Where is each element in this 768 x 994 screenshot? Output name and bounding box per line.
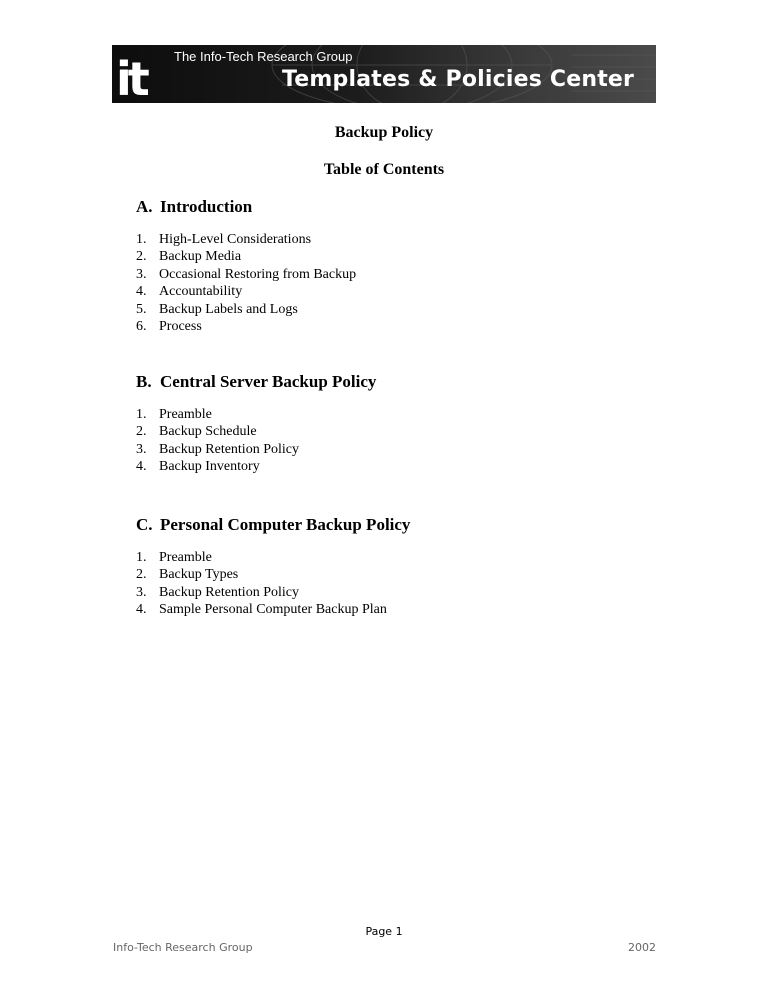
toc-item-number: 3. xyxy=(136,441,147,457)
logo-text: it xyxy=(116,52,146,103)
toc-item-number: 1. xyxy=(136,407,147,422)
section-central-server-backup xyxy=(136,371,676,476)
toc-item xyxy=(136,601,676,618)
toc-item xyxy=(136,549,676,566)
toc-item-label: Accountability xyxy=(159,284,243,300)
document-title: Backup Policy xyxy=(334,124,434,141)
toc-item-number: 2. xyxy=(136,567,147,583)
toc-item xyxy=(136,566,676,583)
toc-list xyxy=(136,231,676,335)
toc-item-number: 4. xyxy=(136,602,147,618)
section-personal-computer-backup xyxy=(136,514,676,619)
toc-title: Table of Contents xyxy=(323,161,445,178)
toc-item-label: Preamble xyxy=(159,407,212,422)
section-heading xyxy=(136,514,676,536)
toc-item-label: Backup Schedule xyxy=(159,424,257,440)
banner-center-name: Templates & Policies Center xyxy=(282,67,635,92)
toc-item-label: Backup Media xyxy=(159,249,242,265)
toc-item-label: Occasional Restoring from Backup xyxy=(159,266,357,282)
toc-item-number: 5. xyxy=(136,301,147,317)
header-banner xyxy=(112,45,656,103)
section-heading xyxy=(136,371,676,393)
toc-item-label: Preamble xyxy=(159,550,212,565)
toc-list xyxy=(136,549,676,619)
toc-item-number: 6. xyxy=(136,318,147,334)
toc-item xyxy=(136,266,676,283)
toc-item xyxy=(136,301,676,318)
toc-item-label: Backup Retention Policy xyxy=(159,441,299,457)
toc-item-number: 3. xyxy=(136,266,147,282)
section-heading-text: Introduction xyxy=(160,197,253,216)
section-letter: A. xyxy=(136,197,153,216)
section-introduction xyxy=(136,196,676,335)
toc-item-label: Backup Inventory xyxy=(159,459,260,475)
toc-item-label: Backup Retention Policy xyxy=(159,584,299,600)
page-number: Page 1 xyxy=(365,925,403,938)
banner-group-name: The Info-Tech Research Group xyxy=(174,49,353,64)
toc-item-label: Backup Labels and Logs xyxy=(159,301,298,317)
toc-item xyxy=(136,458,676,475)
section-heading xyxy=(136,196,676,218)
toc-item xyxy=(136,441,676,458)
toc-item xyxy=(136,231,676,248)
section-heading-text: Personal Computer Backup Policy xyxy=(160,515,411,534)
toc-item xyxy=(136,283,676,300)
toc-item-number: 2. xyxy=(136,424,147,440)
footer-organization: Info-Tech Research Group xyxy=(113,941,253,954)
toc-item-label: High-Level Considerations xyxy=(159,232,312,247)
info-tech-logo xyxy=(112,45,168,103)
toc-item-label: Backup Types xyxy=(159,567,239,583)
section-letter: C. xyxy=(136,515,153,534)
toc-list xyxy=(136,406,676,476)
toc-item-label: Sample Personal Computer Backup Plan xyxy=(159,602,387,618)
section-letter: B. xyxy=(136,372,152,391)
toc-item-number: 4. xyxy=(136,284,147,300)
toc-item xyxy=(136,248,676,265)
toc-item xyxy=(136,318,676,335)
section-heading-text: Central Server Backup Policy xyxy=(160,372,377,391)
toc-item-label: Process xyxy=(159,318,202,334)
toc-item xyxy=(136,584,676,601)
toc-item-number: 4. xyxy=(136,459,147,475)
toc-item-number: 3. xyxy=(136,584,147,600)
toc-item-number: 1. xyxy=(136,550,147,565)
toc-item xyxy=(136,406,676,423)
toc-item xyxy=(136,423,676,440)
toc-item-number: 1. xyxy=(136,232,147,247)
toc-item-number: 2. xyxy=(136,249,147,265)
footer-year: 2002 xyxy=(628,941,656,954)
